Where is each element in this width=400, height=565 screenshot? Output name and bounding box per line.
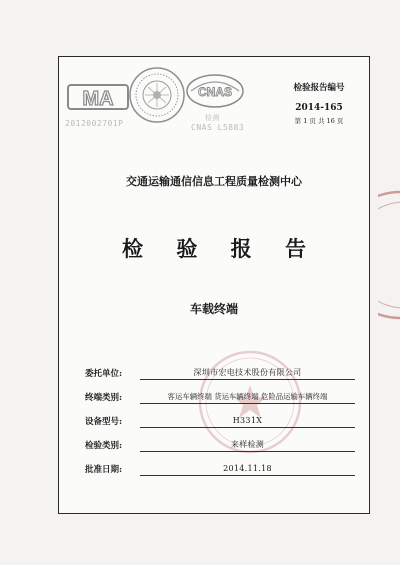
organization-name: 交通运输通信信息工程质量检测中心 bbox=[126, 175, 302, 188]
report-number-label: 检验报告编号 bbox=[293, 83, 345, 93]
seam-stamp-icon bbox=[378, 190, 400, 320]
field-client bbox=[85, 363, 355, 387]
field-label: 终端类别: bbox=[85, 393, 123, 403]
document-title: 检 验 报 告 bbox=[122, 236, 319, 261]
cma-code: 2012002701P bbox=[65, 119, 124, 128]
field-label: 委托单位: bbox=[85, 369, 123, 379]
field-value: H331X bbox=[140, 415, 355, 428]
metrology-seal-icon bbox=[127, 65, 187, 125]
field-label: 设备型号: bbox=[85, 417, 123, 427]
field-terminal-type bbox=[85, 387, 355, 411]
field-test-type bbox=[85, 435, 355, 459]
field-value: 2014.11.18 bbox=[140, 463, 355, 476]
page-count: 第 1 页 共 16 页 bbox=[294, 117, 344, 125]
certification-logos bbox=[65, 65, 245, 135]
cma-letters: MA bbox=[82, 88, 114, 110]
report-number: 2014-165 bbox=[295, 103, 343, 113]
field-label: 批准日期: bbox=[85, 465, 123, 475]
field-value: 客运车辆终端 货运车辆终端 危险品运输车辆终端 bbox=[140, 391, 355, 404]
report-number-block bbox=[279, 81, 359, 125]
field-model bbox=[85, 411, 355, 435]
report-fields bbox=[85, 363, 355, 483]
report-cover bbox=[58, 56, 370, 514]
field-value: 来样检测 bbox=[140, 439, 355, 452]
cnas-letters: CNAS bbox=[197, 85, 233, 99]
field-value: 深圳市宏电技术股份有限公司 bbox=[140, 367, 355, 380]
product-name: 车载终端 bbox=[189, 302, 238, 316]
field-label: 检验类别: bbox=[85, 441, 123, 451]
cnas-code: CNAS L5883 bbox=[191, 123, 245, 132]
field-approval-date bbox=[85, 459, 355, 483]
cnas-label: 检测 bbox=[205, 114, 220, 122]
